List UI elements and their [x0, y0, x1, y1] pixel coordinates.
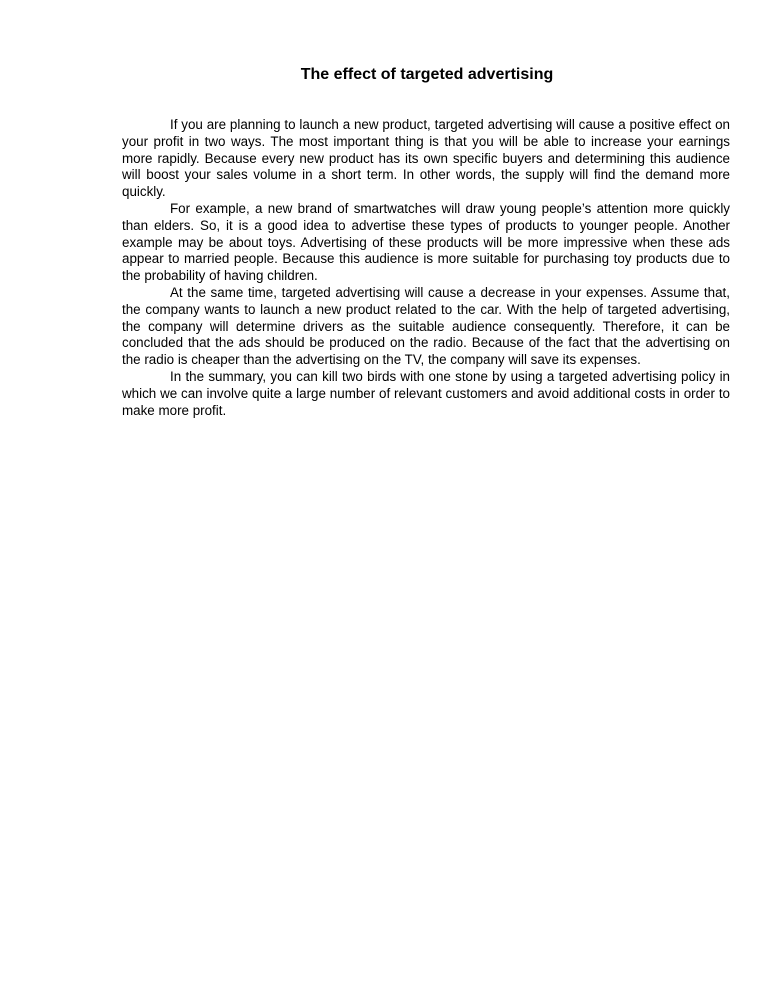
paragraph-4: In the summary, you can kill two birds with one stone by using a targeted advertising policy in which we can involve quite a large number of relevant customers and avoid additional costs in order to make more profit. — [122, 368, 730, 418]
paragraph-3: At the same time, targeted advertising will cause a decrease in your expenses. Assume that, the company wants to launch a new product related to the car. With the help of targeted advertising, the company will determine drivers as the suitable audience consequently. Therefore, it can be concluded that the ads should be produced on the radio. Because of the fact that the advertising on the radio is cheaper than the advertising on the TV, the company will save its expenses. — [122, 284, 730, 368]
paragraph-1: If you are planning to launch a new product, targeted advertising will cause a positive effect on your profit in two ways. The most important thing is that you will be able to increase your earnings more rapidly. Because every new product has its own specific buyers and determining this audience will boost your sales volume in a short term. In other words, the supply will find the demand more quickly. — [122, 117, 730, 200]
paragraph-2: For example, a new brand of smartwatches will draw young people’s attention more quickly than elders. So, it is a good idea to advertise these types of products to younger people. Another example may be about toys. Advertising of these products will be more impressive when these ads appear to married people. Because this audience is more suitable for purchasing toy products due to the probability of having children. — [122, 200, 730, 284]
document-body — [122, 117, 730, 419]
document-title: The effect of targeted advertising — [300, 66, 554, 83]
